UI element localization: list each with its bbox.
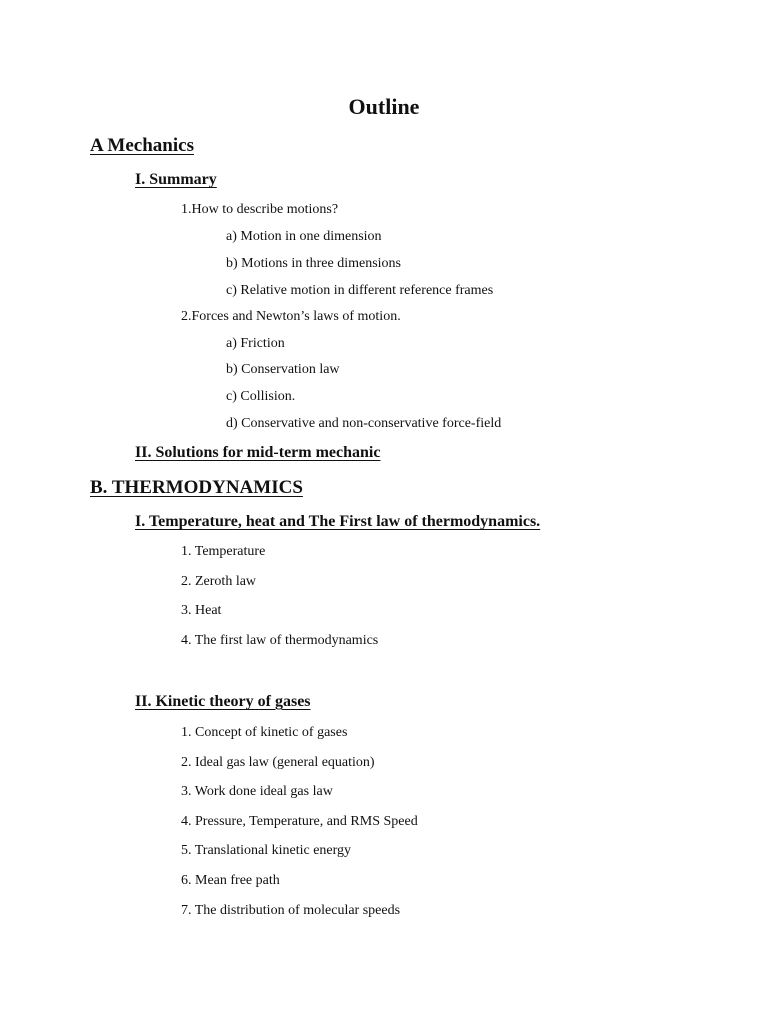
outline-item: 3. Heat xyxy=(181,603,222,618)
outline-item: 1. Temperature xyxy=(181,544,266,559)
section-heading-mechanics: A Mechanics xyxy=(90,135,194,156)
subsection-heading-summary: I. Summary xyxy=(135,171,217,188)
outline-subitem: a) Motion in one dimension xyxy=(226,229,382,244)
outline-item: 6. Mean free path xyxy=(181,873,280,888)
outline-item: 2. Ideal gas law (general equation) xyxy=(181,755,375,770)
outline-item: 3. Work done ideal gas law xyxy=(181,784,333,799)
outline-subitem: c) Relative motion in different reference frames xyxy=(226,283,494,298)
outline-item: 2. Zeroth law xyxy=(181,574,257,589)
subsection-heading-solutions: II. Solutions for mid-term mechanic xyxy=(135,444,381,461)
subsection-heading-temperature: I. Temperature, heat and The First law of thermodynamics. xyxy=(135,513,541,530)
outline-item: 1.How to describe motions? xyxy=(181,202,339,217)
outline-subitem: d) Conservative and non-conservative force-field xyxy=(226,416,502,431)
outline-item: 5. Translational kinetic energy xyxy=(181,843,352,858)
page-title: Outline xyxy=(348,94,420,119)
outline-item: 1. Concept of kinetic of gases xyxy=(181,725,348,740)
subsection-heading-kinetic: II. Kinetic theory of gases xyxy=(135,693,311,710)
outline-item: 4. Pressure, Temperature, and RMS Speed xyxy=(181,814,418,829)
outline-subitem: a) Friction xyxy=(226,336,285,351)
section-heading-thermodynamics: B. THERMODYNAMICS xyxy=(90,477,303,498)
outline-item: 4. The first law of thermodynamics xyxy=(181,633,379,648)
outline-subitem: c) Collision. xyxy=(226,389,296,404)
outline-subitem: b) Conservation law xyxy=(226,362,340,377)
outline-item: 7. The distribution of molecular speeds xyxy=(181,903,401,918)
outline-subitem: b) Motions in three dimensions xyxy=(226,256,401,271)
outline-item: 2.Forces and Newton’s laws of motion. xyxy=(181,309,401,324)
